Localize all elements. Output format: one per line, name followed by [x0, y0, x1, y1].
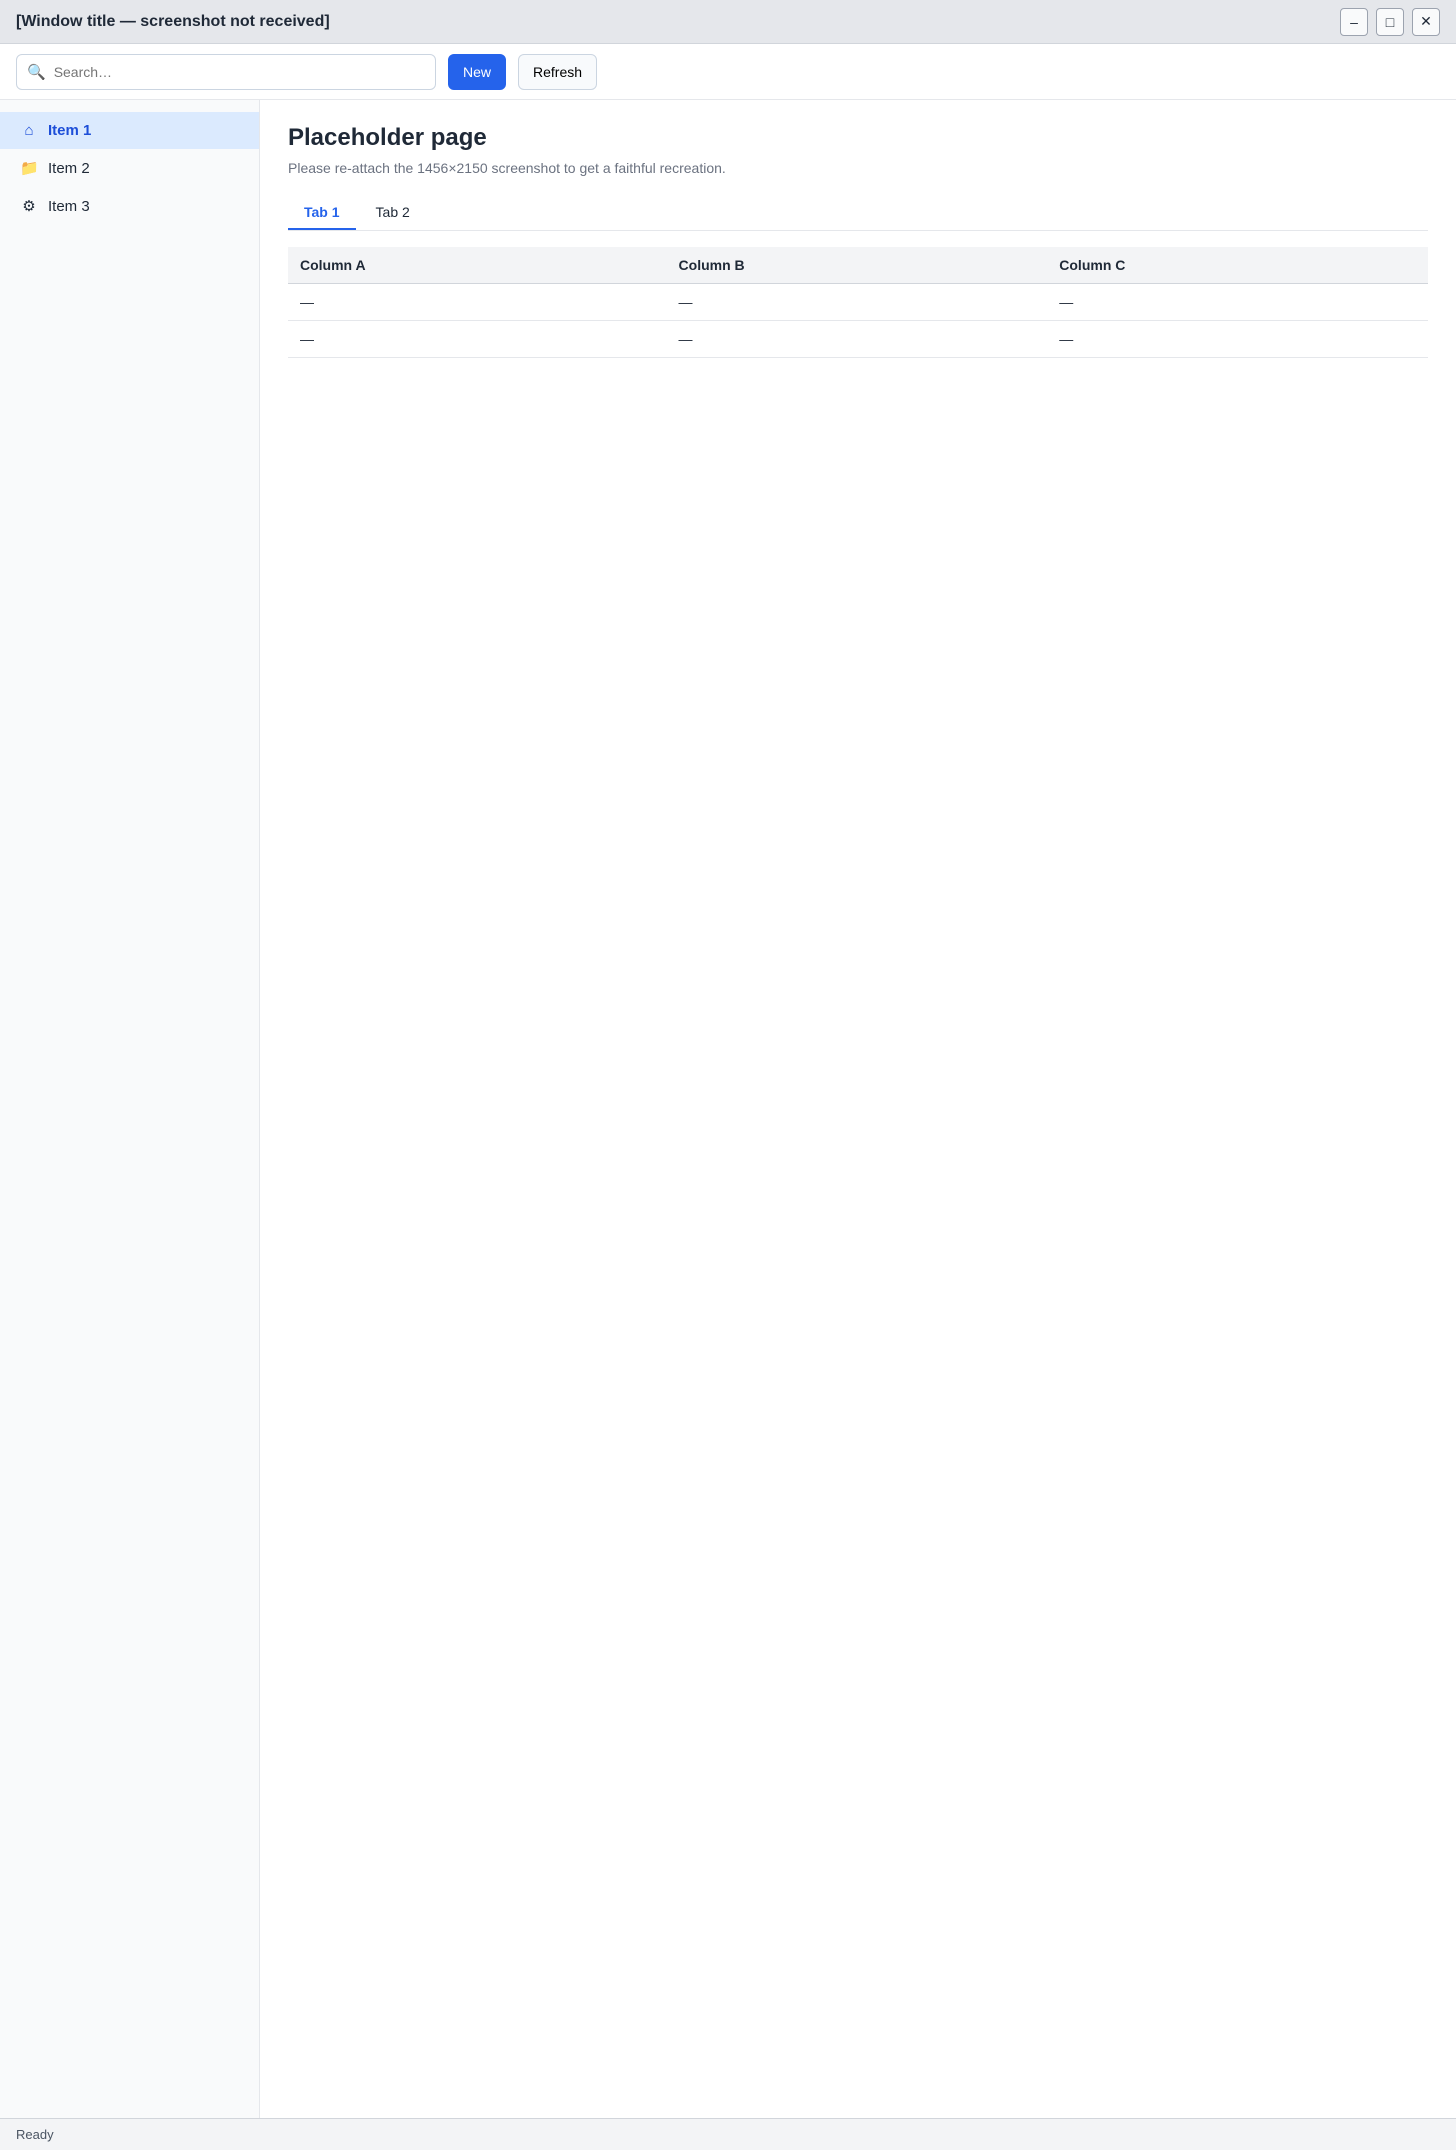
table-cell: —: [288, 321, 667, 358]
home-icon: ⌂: [24, 122, 34, 139]
window-controls: [1340, 8, 1440, 36]
status-bar: [0, 2118, 1456, 2150]
minimize-button[interactable]: –: [1340, 8, 1368, 36]
sidebar-item-label: Item 1: [48, 122, 92, 139]
table-row[interactable]: [288, 284, 1428, 321]
close-button[interactable]: ✕: [1412, 8, 1440, 36]
notice-text: Please re-attach the 1456×2150 screenshot to get a faithful recreation.: [288, 160, 726, 176]
title-bar: [0, 0, 1456, 44]
toolbar: [0, 44, 1456, 100]
table-cell: —: [667, 284, 1048, 321]
main-panel: [260, 100, 1456, 2118]
content-area: [0, 100, 1456, 2118]
search-icon: 🔍: [27, 63, 46, 81]
refresh-button[interactable]: Refresh: [518, 54, 597, 90]
sidebar-item-3[interactable]: [0, 187, 259, 225]
tab-1[interactable]: Tab 1: [288, 196, 356, 230]
table-cell: —: [667, 321, 1048, 358]
sidebar-item-label: Item 2: [48, 159, 90, 177]
column-header[interactable]: Column B: [667, 247, 1048, 284]
window-title: [Window title — screenshot not received]: [16, 12, 330, 30]
sidebar-item-1[interactable]: [0, 112, 259, 149]
table-cell: —: [288, 284, 667, 321]
search-box: [16, 54, 436, 90]
table-cell: —: [1047, 321, 1428, 358]
tab-bar: [288, 196, 1428, 231]
table-header-row: [288, 247, 1428, 284]
data-table: [288, 247, 1428, 358]
search-input[interactable]: [54, 64, 425, 80]
page-title: Placeholder page: [288, 124, 487, 151]
status-text: Ready: [16, 2127, 54, 2142]
new-button[interactable]: New: [448, 54, 506, 90]
sidebar: [0, 100, 260, 2118]
table-cell: —: [1047, 284, 1428, 321]
gear-icon: ⚙: [22, 198, 36, 215]
folder-icon: 📁: [20, 160, 39, 177]
sidebar-item-2[interactable]: [0, 149, 259, 187]
tab-2[interactable]: Tab 2: [375, 204, 410, 220]
column-header[interactable]: Column C: [1047, 247, 1428, 284]
sidebar-item-label: Item 3: [48, 197, 90, 215]
maximize-button[interactable]: □: [1376, 8, 1404, 36]
column-header[interactable]: Column A: [288, 247, 667, 284]
table-row[interactable]: [288, 321, 1428, 358]
